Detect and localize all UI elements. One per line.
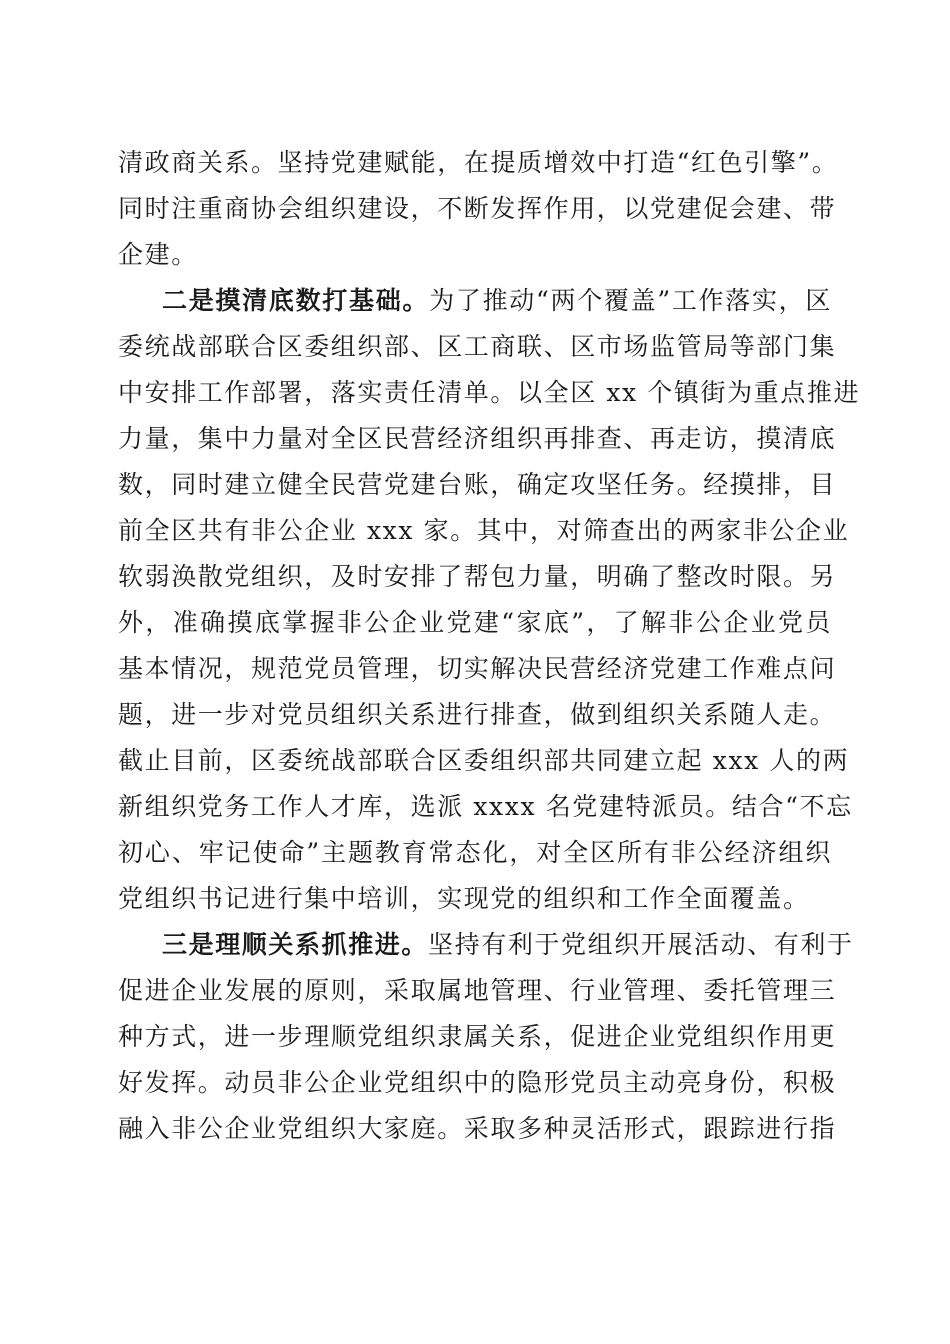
text-line: 促进企业发展的原则，采取属地管理、行业管理、委托管理三 <box>118 976 837 1005</box>
text-line: 融入非公企业党组织大家庭。采取多种灵活形式，跟踪进行指 <box>118 1114 837 1143</box>
text-line: 新组织党务工作人才库，选派 xxxx 名党建特派员。结合“不忘 <box>118 792 853 821</box>
paragraph-2-text: 为了推动“两个覆盖”工作落实，区 <box>429 286 832 315</box>
text-line: 软弱涣散党组织，及时安排了帮包力量，明确了整改时限。另 <box>118 562 837 591</box>
paragraph-2-first-line <box>118 278 832 324</box>
text-line: 截止目前，区委统战部联合区委组织部共同建立起 xxx 人的两 <box>118 746 850 775</box>
text-line: 力量，集中力量对全区民营经济组织再排查、再走访，摸清底 <box>118 424 837 453</box>
text-line: 外，准确摸底掌握非公企业党建“家底”，了解非公企业党员 <box>118 608 832 637</box>
text-line: 企建。 <box>118 240 198 269</box>
text-line: 初心、牢记使命”主题教育常态化，对全区所有非公经济组织 <box>118 838 832 867</box>
text-line: 基本情况，规范党员管理，切实解决民营经济党建工作难点问 <box>118 654 837 683</box>
text-line: 种方式，进一步理顺党组织隶属关系，促进企业党组织作用更 <box>118 1022 837 1051</box>
document-body <box>118 140 861 1152</box>
text-line: 委统战部联合区委组织部、区工商联、区市场监管局等部门集 <box>118 332 837 361</box>
text-line: 同时注重商协会组织建设，不断发挥作用，以党建促会建、带 <box>118 194 837 223</box>
text-line: 党组织书记进行集中培训，实现党的组织和工作全面覆盖。 <box>118 884 810 913</box>
text-line: 数，同时建立健全民营党建台账，确定攻坚任务。经摸排，目 <box>118 470 837 499</box>
text-line: 好发挥。动员非公企业党组织中的隐形党员主动亮身份，积极 <box>118 1068 837 1097</box>
text-line: 清政商关系。坚持党建赋能，在提质增效中打造“红色引擎”。 <box>118 148 839 177</box>
paragraph-3-heading: 三是理顺关系抓推进。 <box>162 930 429 959</box>
text-line: 题，进一步对党员组织关系进行排查，做到组织关系随人走。 <box>118 700 837 729</box>
paragraph-3-first-line <box>118 922 854 968</box>
text-line: 中安排工作部署，落实责任清单。以全区 xx 个镇街为重点推进 <box>118 378 861 407</box>
paragraph-3-text: 坚持有利于党组织开展活动、有利于 <box>428 930 854 959</box>
text-line: 前全区共有非公企业 xxx 家。其中，对筛查出的两家非公企业 <box>118 516 850 545</box>
paragraph-2-heading: 二是摸清底数打基础。 <box>162 286 430 315</box>
